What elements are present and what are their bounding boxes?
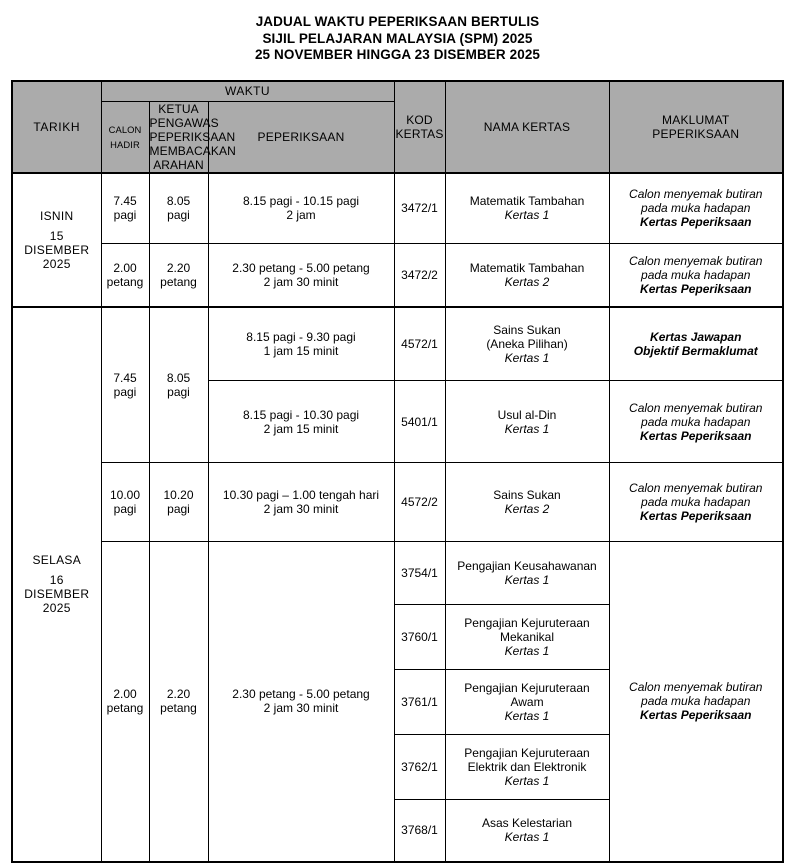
- subject-name: Usul al-Din: [497, 407, 557, 422]
- ketua-pengawas-time: [149, 542, 208, 862]
- subject-name: Matematik Tambahan: [469, 260, 585, 275]
- subject-name: Matematik Tambahan: [469, 194, 585, 209]
- time-period: petang: [160, 701, 197, 716]
- time-period: petang: [106, 274, 144, 289]
- time-value: 8.05: [166, 194, 191, 209]
- exam-duration: 2 jam: [286, 208, 316, 223]
- ketua-line-4: MEMBACAKAN: [149, 143, 236, 158]
- subject-name: Asas Kelestarian: [481, 816, 573, 831]
- ketua-pengawas-time: [149, 244, 208, 307]
- exam-timetable-table: [11, 80, 784, 863]
- ketua-pengawas-time: [149, 307, 208, 463]
- document-title: [0, 0, 795, 64]
- column-header-maklumat-peperiksaan: [609, 81, 783, 173]
- maklumat-line-1: Calon menyemak butiran: [629, 481, 763, 495]
- calon-hadir-time: [101, 244, 149, 307]
- paper-number: Kertas 2: [504, 502, 550, 516]
- ketua-pengawas-time: [149, 463, 208, 542]
- date-cell-isnin: [12, 173, 101, 307]
- kod-kertas-value: 3754/1: [394, 542, 445, 605]
- maklumat-line-2: pada muka hadapan: [641, 201, 751, 216]
- subject-name: Pengajian Kejuruteraan: [464, 746, 590, 760]
- exam-duration: 2 jam 30 minit: [263, 274, 339, 289]
- subject-subtitle: Elektrik dan Elektronik: [467, 760, 587, 774]
- time-value: 10.00: [109, 488, 141, 502]
- kod-kertas-value: 5401/1: [394, 381, 445, 463]
- subject-name: Pengajian Kejuruteraan: [464, 681, 590, 695]
- maklumat-line-1: Calon menyemak butiran: [629, 680, 763, 695]
- subject-subtitle: (Aneka Pilihan): [486, 336, 568, 351]
- column-header-peperiksaan: PEPERIKSAAN: [208, 101, 394, 173]
- table-row: [12, 542, 783, 605]
- nama-kertas-value: [445, 542, 609, 605]
- nama-kertas-value: [445, 381, 609, 463]
- subject-name: Sains Sukan: [493, 322, 561, 337]
- maklumat-line-2: PEPERIKSAAN: [652, 126, 740, 141]
- paper-number: Kertas 1: [504, 208, 550, 223]
- day-date-line-2: DISEMBER: [24, 242, 90, 257]
- nama-kertas-value: [445, 307, 609, 381]
- table-row: [12, 307, 783, 381]
- table-row: [12, 463, 783, 542]
- date-cell-selasa: [12, 307, 101, 862]
- exam-time-range: 10.30 pagi – 1.00 tengah hari: [222, 488, 380, 502]
- table-header-row-1: [12, 81, 783, 102]
- maklumat-value: [609, 307, 783, 381]
- peperiksaan-duration: [208, 381, 394, 463]
- column-header-nama-kertas: NAMA KERTAS: [445, 81, 609, 173]
- maklumat-value: [609, 173, 783, 244]
- title-line-2: SIJIL PELAJARAN MALAYSIA (SPM) 2025: [262, 30, 533, 46]
- maklumat-line-2: pada muka hadapan: [641, 694, 751, 709]
- peperiksaan-duration: [208, 307, 394, 381]
- day-date-line-1: 15: [49, 228, 64, 243]
- day-name: ISNIN: [39, 208, 74, 223]
- peperiksaan-duration: [208, 463, 394, 542]
- calon-hadir-line-2: HADIR: [110, 138, 140, 150]
- maklumat-line-1: Calon menyemak butiran: [629, 253, 763, 268]
- nama-kertas-value: [445, 605, 609, 670]
- ketua-pengawas-time: [149, 173, 208, 244]
- time-value: 7.45: [113, 370, 137, 385]
- exam-duration: 2 jam 30 minit: [263, 701, 339, 716]
- nama-kertas-value: [445, 670, 609, 735]
- nama-kertas-value: [445, 735, 609, 800]
- day-date-line-3: 2025: [42, 601, 71, 615]
- day-date-line-3: 2025: [42, 256, 71, 271]
- maklumat-line-3: Kertas Peperiksaan: [640, 281, 752, 296]
- subject-name: Pengajian Kejuruteraan: [464, 616, 590, 630]
- paper-number: Kertas 1: [504, 709, 550, 723]
- time-value: 8.05: [166, 370, 191, 385]
- ketua-line-3: PEPERIKSAAN: [149, 129, 236, 144]
- day-date-line-2: DISEMBER: [24, 587, 90, 601]
- calon-hadir-time: [101, 307, 149, 463]
- maklumat-line-1: MAKLUMAT: [662, 112, 730, 127]
- time-value: 2.20: [166, 687, 191, 702]
- column-header-tarikh: TARIKH: [12, 81, 101, 173]
- peperiksaan-duration: [208, 542, 394, 862]
- column-header-kod-kertas: [394, 81, 445, 173]
- maklumat-line-3: Kertas Peperiksaan: [640, 215, 752, 230]
- nama-kertas-value: [445, 800, 609, 862]
- paper-number: Kertas 1: [504, 573, 550, 587]
- maklumat-value: [609, 463, 783, 542]
- kod-kertas-value: 3762/1: [394, 735, 445, 800]
- time-period: pagi: [113, 502, 137, 516]
- time-value: 7.45: [113, 194, 137, 209]
- exam-duration: 2 jam 15 minit: [263, 421, 339, 436]
- kod-kertas-value: 3768/1: [394, 800, 445, 862]
- calon-hadir-time: [101, 463, 149, 542]
- subject-subtitle: Awam: [510, 695, 544, 709]
- title-line-1: JADUAL WAKTU PEPERIKSAAN BERTULIS: [255, 14, 540, 29]
- exam-time-range: 8.15 pagi - 10.30 pagi: [242, 407, 360, 422]
- maklumat-line-3: Kertas Peperiksaan: [640, 708, 752, 723]
- calon-hadir-time: [101, 542, 149, 862]
- exam-time-range: 8.15 pagi - 10.15 pagi: [242, 194, 360, 209]
- kod-kertas-value: 3472/1: [394, 173, 445, 244]
- kod-kertas-value: 3760/1: [394, 605, 445, 670]
- subject-subtitle: Mekanikal: [499, 630, 555, 644]
- calon-hadir-line-1: CALON: [108, 123, 142, 135]
- exam-duration: 1 jam 15 minit: [263, 343, 339, 358]
- kod-kertas-value: 3472/2: [394, 244, 445, 307]
- kod-kertas-value: 3761/1: [394, 670, 445, 735]
- peperiksaan-duration: [208, 173, 394, 244]
- paper-number: Kertas 1: [504, 350, 550, 365]
- peperiksaan-duration: [208, 244, 394, 307]
- time-period: petang: [160, 274, 197, 289]
- time-value: 2.00: [113, 260, 137, 275]
- nama-kertas-value: [445, 173, 609, 244]
- ketua-line-2: PENGAWAS: [149, 115, 219, 130]
- maklumat-line-1: Kertas Jawapan: [650, 329, 742, 344]
- maklumat-line-3: Kertas Peperiksaan: [640, 509, 752, 523]
- nama-kertas-value: [445, 244, 609, 307]
- day-name: SELASA: [32, 553, 81, 567]
- time-period: petang: [106, 701, 144, 716]
- maklumat-value: [609, 381, 783, 463]
- subject-name: Pengajian Keusahawanan: [457, 559, 597, 573]
- time-period: pagi: [167, 502, 190, 516]
- kod-kertas-value: 4572/2: [394, 463, 445, 542]
- exam-time-range: 2.30 petang - 5.00 petang: [232, 260, 370, 275]
- ketua-line-5: ARAHAN: [153, 157, 204, 172]
- exam-time-range: 8.15 pagi - 9.30 pagi: [246, 329, 356, 344]
- time-period: pagi: [167, 208, 190, 223]
- maklumat-line-2: pada muka hadapan: [641, 414, 751, 429]
- column-header-calon-hadir: [101, 101, 149, 173]
- exam-time-range: 2.30 petang - 5.00 petang: [232, 687, 370, 702]
- paper-number: Kertas 2: [504, 274, 550, 289]
- column-header-ketua-pengawas: [149, 101, 236, 173]
- maklumat-value: [609, 542, 783, 862]
- calon-hadir-time: [101, 173, 149, 244]
- maklumat-line-2: pada muka hadapan: [641, 495, 751, 509]
- maklumat-value: [609, 244, 783, 307]
- paper-number: Kertas 1: [504, 644, 550, 658]
- time-period: pagi: [113, 384, 137, 399]
- maklumat-line-3: Kertas Peperiksaan: [640, 428, 752, 443]
- nama-kertas-value: [445, 463, 609, 542]
- paper-number: Kertas 1: [504, 774, 550, 788]
- kod-kertas-line-1: KOD: [406, 112, 433, 127]
- exam-duration: 2 jam 30 minit: [263, 502, 339, 516]
- paper-number: Kertas 1: [504, 830, 550, 845]
- time-value: 10.20: [163, 488, 194, 502]
- kod-kertas-line-2: KERTAS: [395, 126, 444, 141]
- column-header-waktu: WAKTU: [101, 81, 394, 102]
- time-value: 2.20: [166, 260, 191, 275]
- paper-number: Kertas 1: [504, 421, 550, 436]
- kod-kertas-value: 4572/1: [394, 307, 445, 381]
- time-period: pagi: [167, 384, 190, 399]
- day-date-line-1: 16: [49, 573, 64, 587]
- time-value: 2.00: [113, 687, 137, 702]
- maklumat-line-2: pada muka hadapan: [641, 267, 751, 282]
- maklumat-line-1: Calon menyemak butiran: [629, 400, 763, 415]
- maklumat-line-1: Calon menyemak butiran: [629, 187, 763, 202]
- time-period: pagi: [113, 208, 137, 223]
- maklumat-line-2: Objektif Bermaklumat: [633, 343, 758, 358]
- subject-name: Sains Sukan: [493, 488, 561, 502]
- table-row: [12, 244, 783, 307]
- title-line-3: 25 NOVEMBER HINGGA 23 DISEMBER 2025: [254, 47, 541, 62]
- ketua-line-1: KETUA: [158, 101, 199, 116]
- table-row: [12, 173, 783, 244]
